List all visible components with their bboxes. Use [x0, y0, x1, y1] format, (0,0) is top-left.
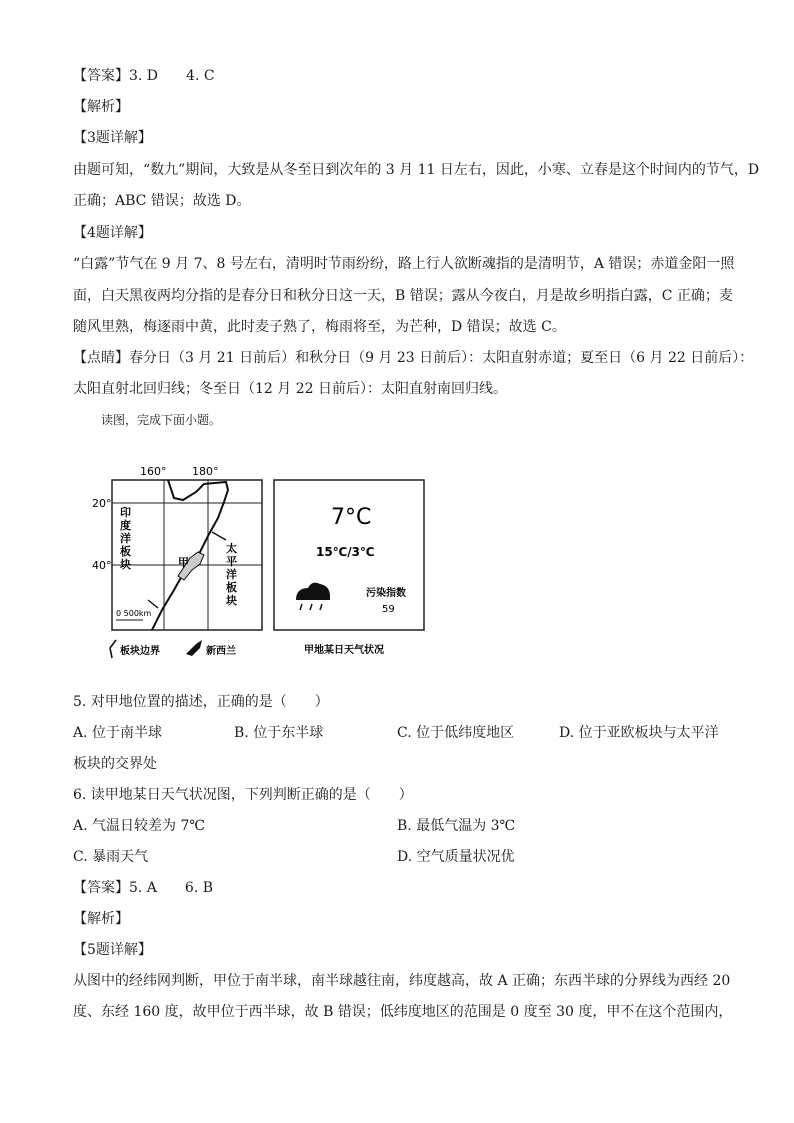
plate-pacific-char-2: 平 — [226, 555, 237, 568]
q5-option-b: B. 位于东半球 — [234, 725, 324, 741]
q4-paragraph-line-1: “白露”节气在 9 月 7、8 号左右，清明时节雨纷纷，路上行人欲断魂指的是清明节，A 错误；赤道金阳一照 — [73, 256, 735, 272]
q6-option-a: A. 气温日较差为 7℃ — [73, 818, 206, 834]
q3-paragraph-line-1: 由题可知，“数九”期间，大致是从冬至日到次年的 3 月 11 日左右，因此，小寒、立春是这个时间内的节气，D — [73, 162, 760, 178]
weather-caption: 甲地某日天气状况 — [304, 645, 384, 656]
analysis-heading-1: 【解析】 — [73, 99, 129, 115]
figure — [88, 440, 428, 669]
q5-option-d: D. 位于亚欧板块与太平洋 — [559, 725, 719, 741]
rain-cloud-icon — [296, 583, 330, 600]
movement-arrow-1 — [212, 532, 226, 540]
q5-paragraph-line-1: 从图中的经纬网判断，甲位于南半球，南半球越往南，纬度越高，故 A 正确；东西半球的分界线为西经 20 — [73, 973, 731, 989]
plate-pacific-char-5: 块 — [226, 594, 237, 607]
rain-drop-3 — [320, 604, 322, 610]
plate-pacific-char-4: 板 — [226, 581, 237, 594]
plate-indian-char-5: 块 — [120, 558, 131, 571]
plate-pacific-char-1: 太 — [226, 542, 237, 555]
q6-option-c: C. 暴雨天气 — [73, 849, 149, 865]
q5-option-a: A. 位于南半球 — [73, 725, 163, 741]
point-jia-label: 甲 — [178, 556, 189, 569]
q3-heading: 【3题详解】 — [73, 130, 152, 146]
movement-arrow-2 — [148, 600, 158, 608]
answer-text: 3. D 4. C — [129, 68, 215, 84]
weather-panel — [274, 480, 424, 656]
q5-stem: 5. 对甲地位置的描述，正确的是（ ） — [73, 694, 329, 710]
plate-indian-char-3: 洋 — [120, 532, 131, 545]
q4-heading: 【4题详解】 — [73, 225, 152, 241]
q4-paragraph-line-3: 随风里熟，梅逐雨中黄，此时麦子熟了，梅雨将至，为芒种，D 错误；故选 C。 — [73, 319, 566, 335]
q6-stem: 6. 读甲地某日天气状况图，下列判断正确的是（ ） — [73, 787, 413, 803]
weather-temp: 7°C — [331, 505, 372, 530]
lon-label-160: 160° — [140, 465, 167, 478]
plate-indian-char-4: 板 — [120, 545, 131, 558]
pollution-value: 59 — [382, 604, 395, 615]
legend-boundary-symbol — [110, 640, 116, 658]
q5-option-c: C. 位于低纬度地区 — [397, 725, 515, 741]
answer-tag-2: 【答案】 — [73, 880, 129, 896]
answer-line-2 — [73, 878, 213, 898]
plate-pacific-char-3: 洋 — [226, 568, 237, 581]
rain-drop-2 — [310, 604, 312, 610]
tip-line-2: 太阳直射北回归线；冬至日（12 月 22 日前后）：太阳直射南回归线。 — [73, 381, 507, 397]
lon-label-180: 180° — [192, 465, 219, 478]
lat-label-20: 20° — [92, 497, 112, 510]
answer-tag: 【答案】 — [73, 68, 129, 84]
plate-indian-char-1: 印 — [120, 506, 131, 519]
q6-option-b: B. 最低气温为 3℃ — [397, 818, 516, 834]
legend-nz-label: 新西兰 — [206, 646, 236, 657]
pollution-label: 污染指数 — [366, 588, 406, 599]
lat-label-40: 40° — [92, 559, 112, 572]
q5-heading: 【5题详解】 — [73, 942, 152, 958]
tip-line-1: 【点睛】春分日（3 月 21 日前后）和秋分日（9 月 23 日前后）：太阳直射赤道；夏至日（6 月 22 日前后）： — [73, 350, 754, 366]
q5-paragraph-line-2: 度、东经 160 度，故甲位于西半球，故 B 错误；低纬度地区的范围是 0 度至 30 度，甲不在这个范围内， — [73, 1004, 733, 1020]
map-panel — [92, 465, 262, 658]
answer-text-2: 5. A 6. B — [129, 880, 214, 896]
q5-option-d-continued: 板块的交界处 — [73, 756, 157, 772]
legend-nz-symbol — [186, 640, 202, 656]
scale-label: 0 500km — [116, 609, 152, 618]
figure-svg — [88, 440, 428, 665]
q6-option-d: D. 空气质量状况优 — [397, 849, 515, 865]
q4-paragraph-line-2: 面，白天黑夜两均分指的是春分日和秋分日这一天，B 错误；露从今夜白，月是故乡明指白露，C 正确；麦 — [73, 288, 733, 304]
legend-boundary-label: 板块边界 — [120, 646, 160, 657]
q3-paragraph-line-2: 正确；ABC 错误；故选 D。 — [73, 193, 251, 209]
answer-line-1 — [73, 66, 215, 86]
rain-drop-1 — [300, 604, 302, 610]
figure-prompt: 读图，完成下面小题。 — [101, 413, 222, 427]
plate-indian-char-2: 度 — [120, 519, 131, 532]
analysis-heading-2: 【解析】 — [73, 911, 129, 927]
weather-range: 15℃/3℃ — [316, 545, 375, 559]
